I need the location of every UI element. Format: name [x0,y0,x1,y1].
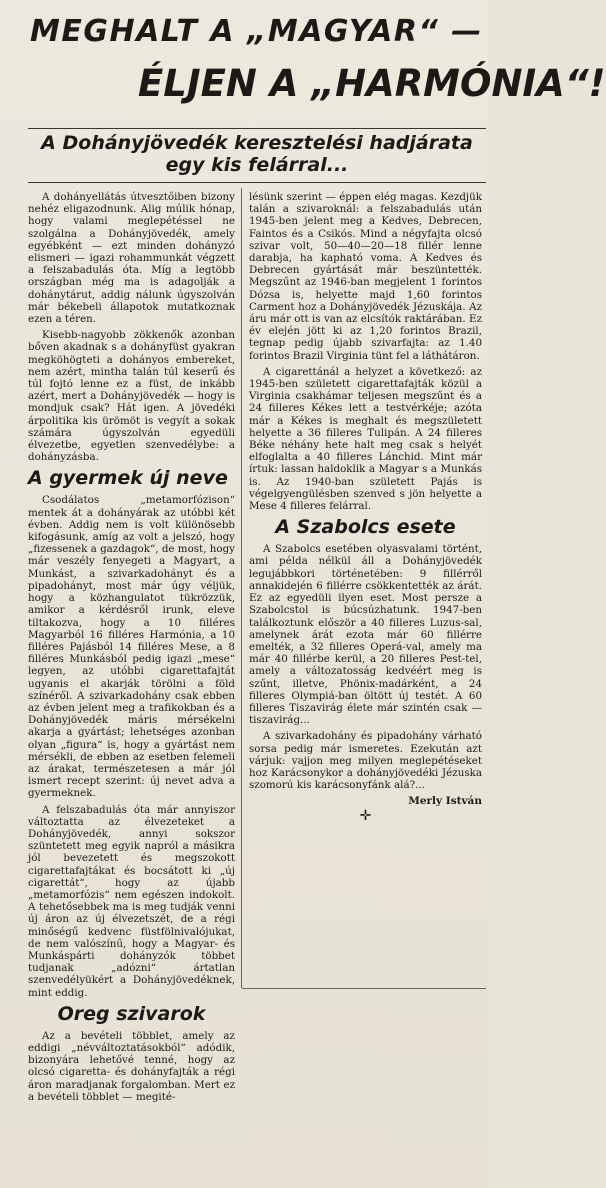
section-title-szabolcs: A Szabolcs esete [275,516,456,539]
paragraph: lésünk szerint — éppen elég magas. Kezdjük talán a szivaroknál: a felszabadulás után 1945-ben jelent meg a Kedves, Debrecen, Faintos és a Csikós. Mind a négyfajta olcsó szivar volt, 50—40—20—18 fillér lenne darabja, ha kapható voma. A Kedves és Debrecen gyártását már beszüntették. Megszűnt az 1946-ban megjelent 1 forintos Dózsa is, helyette majd 1,60 forintos Carment hoz a Dohányjövedék Jézuskája. Az áru már ott is van az elcsítók raktárában. Ez év elején jött ki az 1,20 forintos Brazil, tegnap pedig újabb szivarfajta: az 1.40 forintos Brazil Virginia tünt fel a láthátáron. [249,191,482,362]
headline-top: MEGHALT A „MAGYAR“ — [30,14,483,49]
paragraph: A Szabolcs esetében olyasvalami történt, ami példa nélkül áll a Dohányjövedék legujábbkori történetében: 9 fillérről annakidején 6 fillérre csökkentették az árát. Ez az egyedüli ilyen eset. Most persze a Szabolcstol is búcsúzhatunk. 1947-ben találkoztunk először a 40 filleres Luzus-sal, amelynek árát ezota már 60 fillérre emelték, a 32 filleres Operá-val, amely ma már 40 fillérbe kerül, a 20 filleres Pest-tel, amely a változatosság kedvéért meg is szűnt, illetve, Phönix-madárként, a 24 filleres Olympiá-ban öltött új testét. A 60 filleres Tiszavirág élete már szintén csak — tiszavirág... [249,543,482,727]
paragraph: A dohányellátás útvesztőiben bizony nehéz eligazodnunk. Alig múlik hónap, hogy valami meglepétéssel ne szolgálna a Dohányjövedék, amely egyébként — ezt minden dohányzó elismeri — igazi rohammunkát végzett a felszabadulás óta. Míg a legtöbb országban még ma is adagolják a dohánytárut, addig nálunk úgyszolván már békebeli állapotok mutatkoznak ezen a téren. [28,191,235,326]
left-column [28,191,235,1107]
author-signature: Merly István [408,795,482,808]
divider-sub [28,182,486,183]
column-divider [241,188,242,988]
divider-top [28,128,486,129]
section-title-szivarok: Oreg szivarok [57,1002,206,1025]
paragraph: A szivarkadohány és pipadohány várható sorsa pedig már ismeretes. Ezekután azt várjuk: vajjon meg milyen meglepétéseket hoz Karácsonykor a dohányjövedéki Jézuska szomorú kis karácsonyfánk alá?... [249,730,482,792]
paragraph: Az a bevételi többlet, amely az eddigi „névváltoztatásokból“ adódik, bizonyára lehetővé tenné, hogy az olcsó cigaretta- és dohányfajták a régi áron maradjanak forgalomban. Mert ez a bevételi többlet — megité- [28,1029,235,1103]
headline-main: ÉLJEN A „HARMÓNIA“! [138,62,606,105]
paragraph: A felszabadulás óta már annyiszor változtatta az élvezeteket a Dohányjövedék, annyi sokszor szüntetett meg egyik napról a másikra jól bevezetett és megszokott cigarettafajtákat és bocsátott ki „új cigarettát“, hogy az újabb „metamorfózis“ nem egészen indokolt. A tehetősebbek ma is meg tudják venni új áron az új élvezetszét, de a régi minőségű kedvenc füstfölnivalójukat, de nem valószínű, hogy a Magyar- és Munkáspárti dohányzók többet tudjanak „adózni“ ártatlan szenvedélyükért a Dohányjövedéknek, mint eddig. [28,803,235,999]
divider-bottom [242,988,486,989]
paragraph: Csodálatos „metamorfózison“ mentek át a dohányárak az utóbbi két évben. Addig nem is volt különösebb kifogásunk, amíg az volt a jelszó, hogy „fizessenek a gazdagok“, de most, hogy már veszély fenyegeti a Magyart, a Munkást, a szivarkadohányt és a pipadohányt, most már úgy véljük, hogy a közhangulatot tükrözzük, amikor a kérdésről irunk, eleve tiltakozva, hogy a 10 filléres Magyarból 16 filléres Harmónia, a 10 filléres Pajásból 14 filléres Mese, a 8 filléres Munkásból pedig igazi „mese“ legyen, az utóbbi cigarettafajtát ugyanis el akarják törölni a föld színéről. A szivarkadohány csak ebben az évben jelent meg a trafikokban és a Dohányjövedék máris mérsékelni akarja a gyártást; lehetséges azonban olyan „figura“ is, hogy a gyártást nem mérsékli, de ebben az esetben felemeli az árakat, természetesen a már jól ismert recept szerint: új nevet adva a gyermeknek. [28,494,235,800]
right-column [249,191,482,822]
subheadline: A Dohányjövedék keresztelési hadjárata egy kis felárral... [41,132,473,176]
paragraph: A cigarettánál a helyzet a következő: az 1945-ben született cigarettafajták közül a Virginia csakhámar teljesen megszűnt és a 24 filleres Kékes lett a testvérkéje; azóta már a Kékes is meghalt és megszületett helyette a 36 filleres Tulipán. A 24 filleres Béke néhány hete halt meg csak s helyét elfoglalta a 40 filleres Lánchid. Mint már írtuk: lassan haldoklik a Magyar s a Munkás is. Az 1940-ban született Pajás is végelgyengülésben szenved s jön helyette a Mese 4 filleres felárral. [249,365,482,513]
paragraph: Kisebb-nagyobb zökkenők azonban bőven akadnak s a dohányfüst gyakran megköhögteti a dohányos embereket, nem azért, mintha talán túl keserű és túl fojtó lenne ez a füst, de inkább azért, mert a Dohányjövedék — hogy is mondjuk csak? Hát igen. A jövedéki árpolitika kis ürömöt is vegyít a sokak számára úgyszolván egyedüli élvezetbe, egyetlen szenvedélybe: a dohányzásba. [28,329,235,464]
section-title-gyermek: A gyermek új neve [28,467,228,490]
cross-mark: ✛ [359,807,372,824]
